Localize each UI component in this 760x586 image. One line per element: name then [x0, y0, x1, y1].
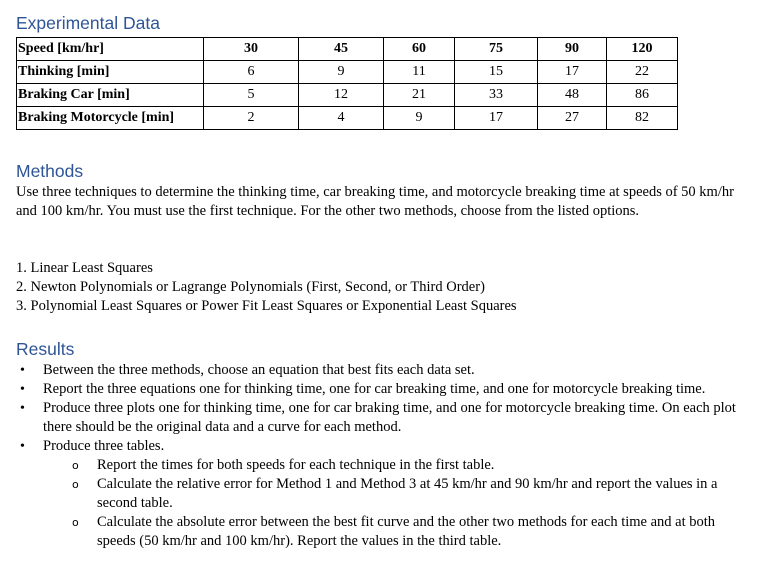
table-cell: 27: [538, 107, 607, 130]
table-cell: 11: [384, 61, 455, 84]
speed-header-cell: 90: [538, 38, 607, 61]
table-cell: 17: [538, 61, 607, 84]
circle-bullet-icon: o: [72, 459, 79, 472]
table-header-row: [17, 38, 678, 61]
list-item: [0, 361, 740, 380]
methods-heading: Methods: [16, 161, 84, 181]
table-row-thinking: [17, 61, 678, 84]
method-option: 3. Polynomial Least Squares or Power Fit Least Squares or Exponential Least Squares: [16, 298, 517, 314]
table-row-braking-motorcycle: [17, 107, 678, 130]
table-cell: 9: [299, 61, 384, 84]
table-cell: 2: [204, 107, 299, 130]
speed-header-cell: 60: [384, 38, 455, 61]
table-cell: 9: [384, 107, 455, 130]
methods-intro-paragraph: Use three techniques to determine the thinking time, car breaking time, and motorcycle breaking time at speeds of 50 km/hr and 100 km/hr. You must use the first technique. For the other two methods, choose from the listed options.: [16, 184, 734, 219]
experimental-data-table: [16, 37, 678, 130]
speed-header-label: Speed [km/hr]: [17, 38, 204, 61]
sub-bullet-text: Calculate the absolute error between the best fit curve and the other two methods for each time and at both speeds (50 km/hr and 100 km/hr). Report the values in the third table.: [97, 514, 716, 549]
table-cell: 21: [384, 84, 455, 107]
list-item: [0, 437, 740, 551]
bullet-icon: •: [20, 401, 25, 416]
sub-list-item: [0, 475, 737, 513]
bullet-icon: •: [20, 382, 25, 397]
row-label: Braking Car [min]: [17, 84, 204, 107]
table-cell: 5: [204, 84, 299, 107]
results-heading: Results: [16, 339, 75, 359]
results-sub-list: [0, 456, 740, 551]
table-cell: 86: [607, 84, 678, 107]
speed-header-cell: 75: [455, 38, 538, 61]
list-item: [0, 399, 740, 437]
table-cell: 48: [538, 84, 607, 107]
bullet-text: Produce three plots one for thinking time, one for car braking time, and one for motorcycle breaking time. On each plot there should be the original data and a curve for each method.: [43, 400, 736, 435]
sub-list-item: [0, 456, 737, 475]
table-cell: 33: [455, 84, 538, 107]
speed-header-cell: 45: [299, 38, 384, 61]
table-cell: 17: [455, 107, 538, 130]
bullet-icon: •: [20, 363, 25, 378]
sub-bullet-text: Report the times for both speeds for each technique in the first table.: [97, 457, 495, 473]
bullet-text: Report the three equations one for thinking time, one for car breaking time, and one for motorcycle breaking time.: [43, 381, 706, 397]
sub-list-item: [0, 513, 737, 551]
table-cell: 6: [204, 61, 299, 84]
results-bullet-list: [0, 361, 740, 551]
bullet-text: Between the three methods, choose an equation that best fits each data set.: [43, 362, 475, 378]
table-cell: 82: [607, 107, 678, 130]
bullet-icon: •: [20, 439, 25, 454]
row-label: Braking Motorcycle [min]: [17, 107, 204, 130]
table-cell: 4: [299, 107, 384, 130]
method-option: 2. Newton Polynomials or Lagrange Polynomials (First, Second, or Third Order): [16, 279, 485, 295]
table-cell: 12: [299, 84, 384, 107]
list-item: [0, 380, 740, 399]
row-label: Thinking [min]: [17, 61, 204, 84]
circle-bullet-icon: o: [72, 516, 79, 529]
table-cell: 22: [607, 61, 678, 84]
circle-bullet-icon: o: [72, 478, 79, 491]
experimental-data-heading: Experimental Data: [16, 13, 160, 33]
table-cell: 15: [455, 61, 538, 84]
speed-header-cell: 120: [607, 38, 678, 61]
bullet-text: Produce three tables.: [43, 438, 165, 454]
method-option: 1. Linear Least Squares: [16, 260, 153, 276]
sub-bullet-text: Calculate the relative error for Method 1 and Method 3 at 45 km/hr and 90 km/hr and report the values in a second table.: [97, 476, 718, 511]
table-row-braking-car: [17, 84, 678, 107]
speed-header-cell: 30: [204, 38, 299, 61]
